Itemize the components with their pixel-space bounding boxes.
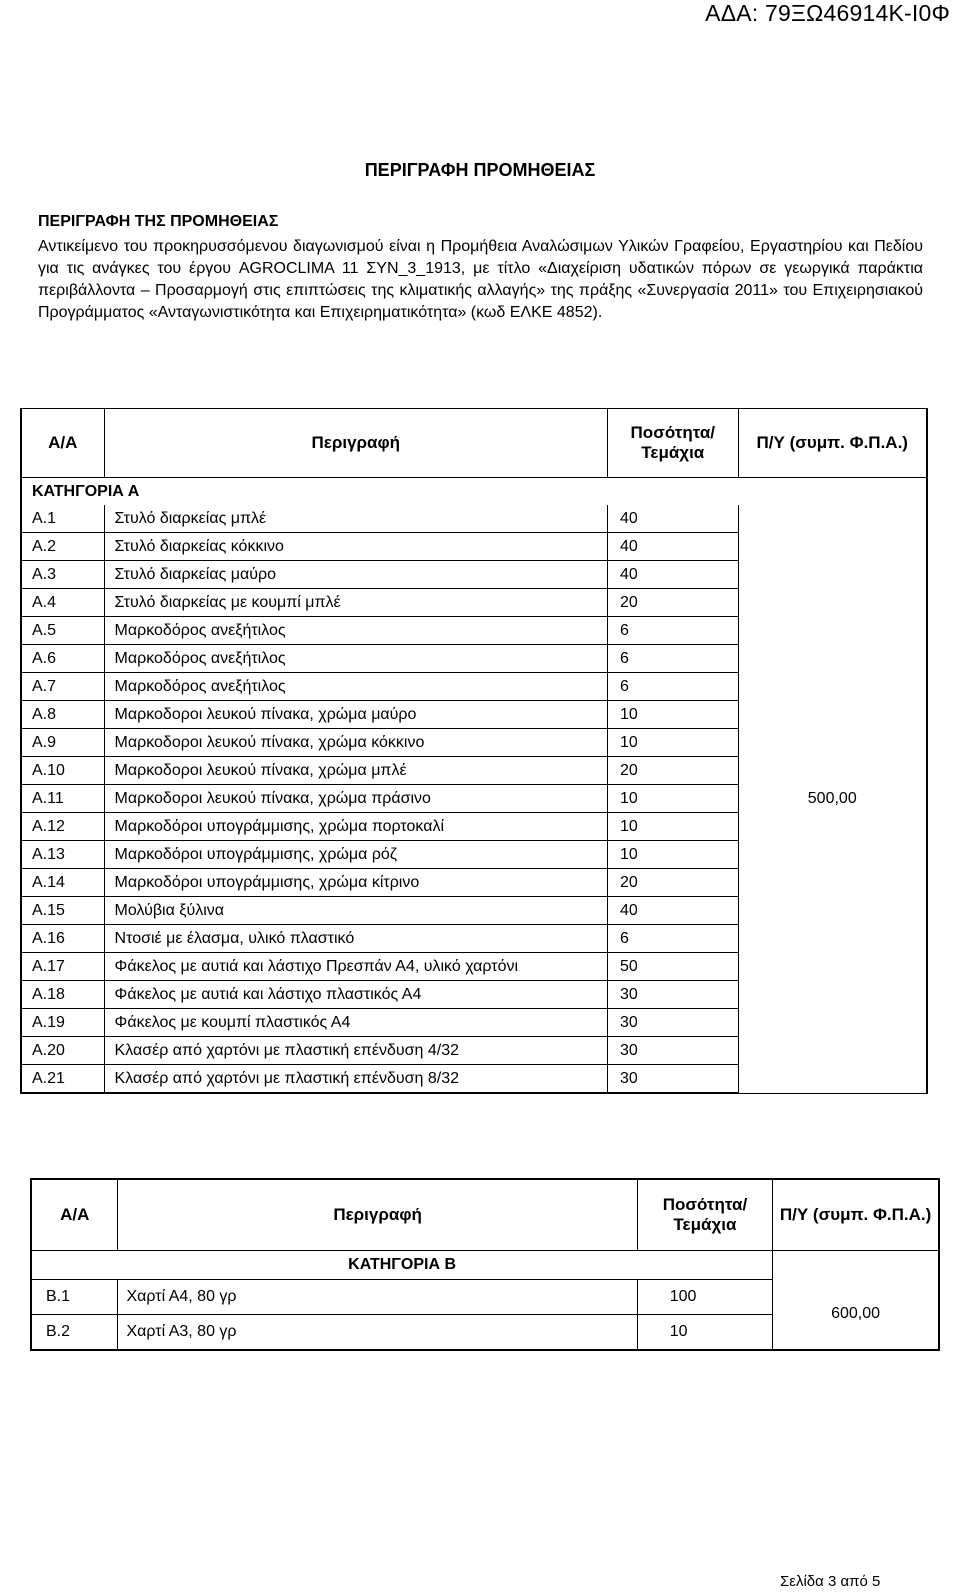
- item-code: Α.8: [21, 701, 104, 729]
- ada-code: ΑΔΑ: 79ΞΩ46914Κ-Ι0Φ: [705, 0, 950, 26]
- item-code: Α.10: [21, 757, 104, 785]
- item-quantity: 6: [608, 925, 738, 953]
- header-code: Α/Α: [31, 1179, 118, 1251]
- item-quantity: 20: [608, 869, 738, 897]
- total-price: 600,00: [773, 1280, 939, 1351]
- item-quantity: 40: [608, 505, 738, 533]
- header-price: Π/Υ (συμπ. Φ.Π.Α.): [738, 409, 927, 478]
- item-code: Α.12: [21, 813, 104, 841]
- category-a-table: [20, 408, 928, 1094]
- item-code: Α.13: [21, 841, 104, 869]
- header-description: Περιγραφή: [104, 409, 607, 478]
- item-description: Μαρκοδοροι λευκού πίνακα, χρώμα μπλέ: [104, 757, 607, 785]
- item-code: Α.15: [21, 897, 104, 925]
- item-code: Α.6: [21, 645, 104, 673]
- item-description: Στυλό διαρκείας κόκκινο: [104, 533, 607, 561]
- item-code: Α.4: [21, 589, 104, 617]
- item-quantity: 100: [637, 1280, 772, 1315]
- item-quantity: 6: [608, 617, 738, 645]
- item-code: Α.7: [21, 673, 104, 701]
- item-description: Μαρκοδόρος ανεξήτιλος: [104, 645, 607, 673]
- item-description: Κλασέρ από χαρτόνι με πλαστική επένδυση 8/32: [104, 1065, 607, 1094]
- item-code: Α.19: [21, 1009, 104, 1037]
- item-code: Α.11: [21, 785, 104, 813]
- section-heading: ΠΕΡΙΓΡΑΦΗ ΤΗΣ ΠΡΟΜΗΘΕΙΑΣ: [38, 213, 279, 230]
- item-quantity: 10: [608, 785, 738, 813]
- item-quantity: 30: [608, 1065, 738, 1094]
- page-number: Σελίδα 3 από 5: [780, 1573, 881, 1590]
- intro-paragraph: Αντικείμενο του προκηρυσσόμενου διαγωνισμού είναι η Προμήθεια Αναλώσιμων Υλικών Γραφείου, Εργαστηρίου και Πεδίου για τις ανάγκες του έργου AGROCLIMA 11 ΣΥΝ_3_1913, με τίτλο «Διαχείριση υδατικών πόρων σε γεωργικά παράκτια περιβάλλοντα – Προσαρμογή στις επιπτώσεις της κλιματικής αλλαγής» της πράξης «Συνεργασία 2011» του Επιχειρησιακού Προγράμματος «Ανταγωνιστικότητα και Επιχειρηματικότητα» (κωδ ΕΛΚΕ 4852).: [38, 238, 923, 321]
- item-description: Χαρτί Α4, 80 γρ: [118, 1280, 637, 1315]
- item-description: Μαρκοδοροι λευκού πίνακα, χρώμα μαύρο: [104, 701, 607, 729]
- item-description: Μαρκοδόρος ανεξήτιλος: [104, 617, 607, 645]
- item-quantity: 40: [608, 561, 738, 589]
- item-description: Στυλό διαρκείας μαύρο: [104, 561, 607, 589]
- item-quantity: 10: [608, 813, 738, 841]
- item-quantity: 40: [608, 533, 738, 561]
- item-code: Α.21: [21, 1065, 104, 1094]
- item-code: Β.1: [31, 1280, 118, 1315]
- item-description: Μαρκοδόροι υπογράμμισης, χρώμα ρόζ: [104, 841, 607, 869]
- table-row: [21, 505, 927, 533]
- item-quantity: 10: [608, 701, 738, 729]
- item-code: Α.17: [21, 953, 104, 981]
- category-label: ΚΑΤΗΓΟΡΙΑ Β: [31, 1251, 773, 1280]
- item-description: Κλασέρ από χαρτόνι με πλαστική επένδυση 4/32: [104, 1037, 607, 1065]
- item-code: Α.18: [21, 981, 104, 1009]
- header-price: Π/Υ (συμπ. Φ.Π.Α.): [773, 1179, 939, 1251]
- item-description: Μαρκοδόροι υπογράμμισης, χρώμα κίτρινο: [104, 869, 607, 897]
- category-label: ΚΑΤΗΓΟΡΙΑ Α: [21, 478, 738, 506]
- table-header-row: [31, 1179, 939, 1251]
- item-description: Μαρκοδόρος ανεξήτιλος: [104, 673, 607, 701]
- item-description: Μολύβια ξύλινα: [104, 897, 607, 925]
- category-row: [21, 478, 927, 506]
- header-quantity: Ποσότητα/ Τεμάχια: [608, 409, 738, 478]
- item-description: Μαρκοδόροι υπογράμμισης, χρώμα πορτοκαλί: [104, 813, 607, 841]
- item-quantity: 30: [608, 1009, 738, 1037]
- item-code: Α.16: [21, 925, 104, 953]
- item-code: Β.2: [31, 1315, 118, 1351]
- item-description: Φάκελος με αυτιά και λάστιχο πλαστικός Α4: [104, 981, 607, 1009]
- item-code: Α.9: [21, 729, 104, 757]
- item-code: Α.14: [21, 869, 104, 897]
- item-quantity: 6: [608, 673, 738, 701]
- item-quantity: 50: [608, 953, 738, 981]
- item-description: Στυλό διαρκείας με κουμπί μπλέ: [104, 589, 607, 617]
- category-row: [31, 1251, 939, 1280]
- item-quantity: 10: [637, 1315, 772, 1351]
- item-description: Μαρκοδοροι λευκού πίνακα, χρώμα πράσινο: [104, 785, 607, 813]
- item-description: Στυλό διαρκείας μπλέ: [104, 505, 607, 533]
- header-description: Περιγραφή: [118, 1179, 637, 1251]
- document-title: ΠΕΡΙΓΡΑΦΗ ΠΡΟΜΗΘΕΙΑΣ: [364, 160, 596, 180]
- item-code: Α.2: [21, 533, 104, 561]
- item-quantity: 40: [608, 897, 738, 925]
- table-row: [31, 1280, 939, 1315]
- item-code: Α.3: [21, 561, 104, 589]
- header-code: Α/Α: [21, 409, 104, 478]
- item-quantity: 30: [608, 1037, 738, 1065]
- item-quantity: 20: [608, 757, 738, 785]
- item-quantity: 10: [608, 729, 738, 757]
- table-header-row: [21, 409, 927, 478]
- item-quantity: 10: [608, 841, 738, 869]
- item-quantity: 6: [608, 645, 738, 673]
- item-quantity: 20: [608, 589, 738, 617]
- item-description: Χαρτί Α3, 80 γρ: [118, 1315, 637, 1351]
- item-description: Ντοσιέ με έλασμα, υλικό πλαστικό: [104, 925, 607, 953]
- total-price: 500,00: [738, 505, 927, 1093]
- header-quantity: Ποσότητα/ Τεμάχια: [637, 1179, 772, 1251]
- item-quantity: 30: [608, 981, 738, 1009]
- item-description: Φάκελος με κουμπί πλαστικός Α4: [104, 1009, 607, 1037]
- item-description: Φάκελος με αυτιά και λάστιχο Πρεσπάν Α4, υλικό χαρτόνι: [104, 953, 607, 981]
- item-code: Α.1: [21, 505, 104, 533]
- item-code: Α.5: [21, 617, 104, 645]
- category-b-table: [30, 1178, 940, 1351]
- item-code: Α.20: [21, 1037, 104, 1065]
- item-description: Μαρκοδοροι λευκού πίνακα, χρώμα κόκκινο: [104, 729, 607, 757]
